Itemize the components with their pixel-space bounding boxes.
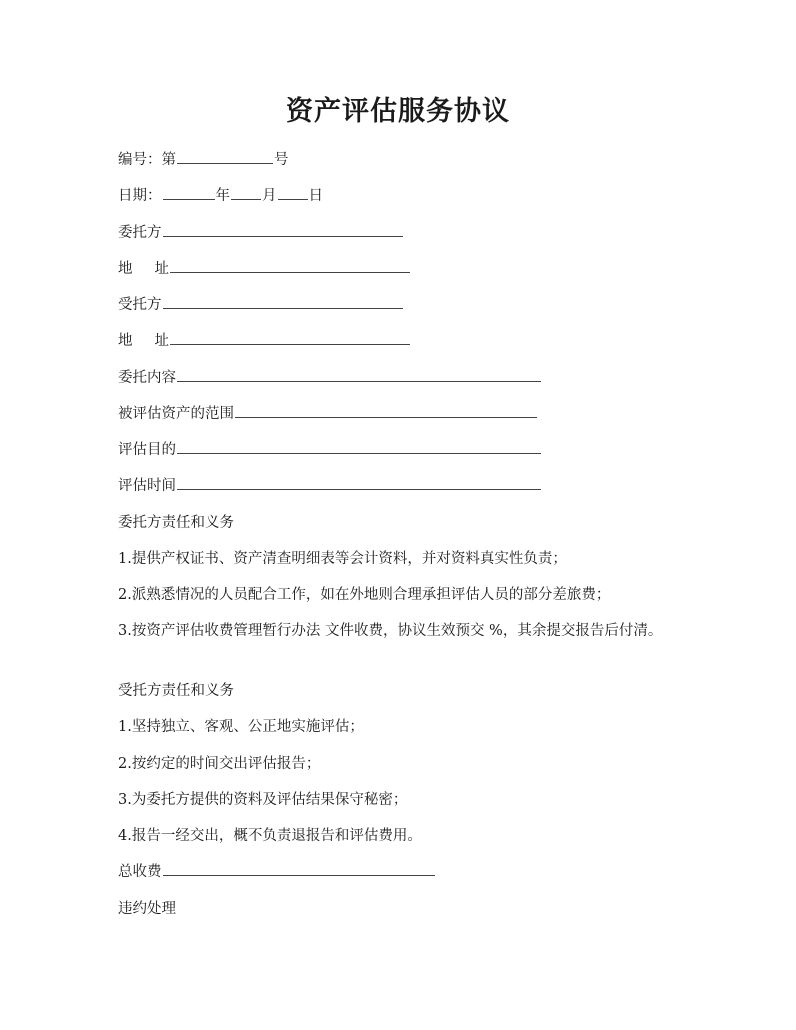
year-blank: [163, 185, 215, 200]
scope-blank: [235, 403, 537, 418]
time-blank: [177, 475, 541, 490]
trustee-address-line: [118, 330, 411, 352]
trustee-duties-heading: 受托方责任和义务: [118, 683, 234, 699]
purpose-blank: [177, 439, 541, 454]
time-line: [118, 475, 542, 497]
trustee-duty-item: 1.坚持独立、客观、公正地实施评估；: [118, 719, 364, 735]
month-blank: [231, 185, 261, 200]
client-address-blank: [170, 258, 410, 273]
trustee-blank: [163, 294, 403, 309]
content-line: [118, 367, 542, 389]
client-blank: [163, 222, 403, 237]
client-line: [118, 222, 404, 244]
day-label: 日: [308, 188, 323, 204]
trustee-address-blank: [170, 330, 410, 345]
purpose-line: [118, 439, 542, 461]
content-label: 委托内容: [118, 370, 176, 386]
number-blank: [177, 149, 273, 164]
client-duty-item: 2.派熟悉情况的人员配合工作，如在外地则合理承担评估人员的部分差旅费；: [118, 587, 611, 603]
day-blank: [278, 185, 308, 200]
scope-line: [118, 403, 538, 425]
number-label: 编号：第: [118, 152, 176, 168]
client-duty-item: 1.提供产权证书、资产清查明细表等会计资料，并对资料真实性负责；: [118, 551, 567, 567]
trustee-line: [118, 294, 404, 316]
year-label: 年: [215, 188, 230, 204]
date-line: [118, 185, 323, 207]
date-label: 日期：: [118, 188, 162, 204]
document-title: 资产评估服务协议: [286, 96, 510, 127]
trustee-duty-item: 3.为委托方提供的资料及评估结果保守秘密；: [118, 792, 408, 808]
content-blank: [177, 367, 541, 382]
trustee-duty-item: 4.报告一经交出，概不负责退报告和评估费用。: [118, 828, 422, 844]
client-label: 委托方: [118, 225, 162, 241]
month-label: 月: [262, 188, 277, 204]
trustee-address-label-a: 地: [118, 333, 133, 349]
trustee-duty-item: 2.按约定的时间交出评估报告；: [118, 756, 321, 772]
client-address-label-b: 址: [154, 261, 169, 277]
total-fee-blank: [163, 861, 435, 876]
purpose-label: 评估目的: [118, 442, 176, 458]
trustee-label: 受托方: [118, 297, 162, 313]
breach-heading: 违约处理: [118, 901, 176, 917]
trustee-address-label-b: 址: [154, 333, 169, 349]
total-fee-label: 总收费: [118, 864, 162, 880]
client-address-label-a: 地: [118, 261, 133, 277]
client-duties-heading: 委托方责任和义务: [118, 515, 234, 531]
total-fee-line: [118, 861, 436, 883]
time-label: 评估时间: [118, 478, 176, 494]
client-address-line: [118, 258, 411, 280]
number-suffix: 号: [274, 152, 289, 168]
number-line: [118, 149, 289, 171]
scope-label: 被评估资产的范围: [118, 406, 234, 422]
client-duty-item: 3.按资产评估收费管理暂行办法 文件收费，协议生效预交 %，其余提交报告后付清。: [118, 623, 663, 639]
